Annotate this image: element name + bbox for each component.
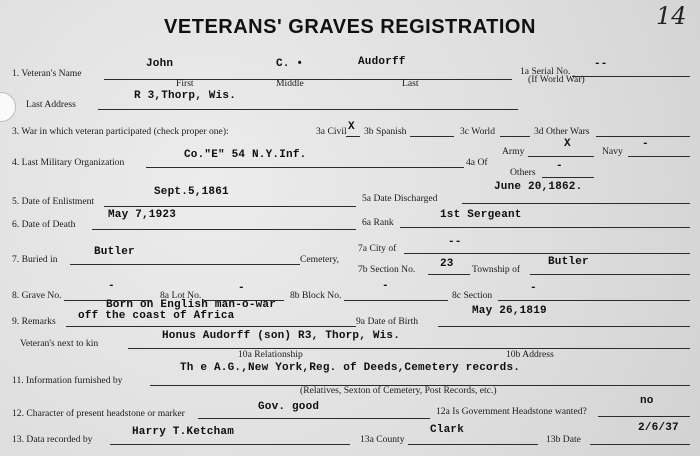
- civil-mark: X: [348, 121, 355, 133]
- punch-hole: [0, 92, 16, 122]
- date-label: 13b Date: [546, 434, 581, 445]
- city-value: --: [448, 236, 462, 248]
- serial-underline: [572, 76, 690, 77]
- discharged-label: 5a Date Discharged: [362, 193, 438, 204]
- county-label: 13a County: [360, 434, 405, 445]
- block-label: 8b Block No.: [290, 290, 342, 301]
- 8c-section-value: -: [530, 282, 537, 294]
- last-address-label: Last Address: [26, 99, 76, 110]
- world-label: 3c World: [460, 126, 496, 137]
- date-value: 2/6/37: [638, 422, 679, 434]
- 8c-section-underline: [498, 300, 690, 301]
- war-label: 3. War in which veteran participated (check proper one):: [12, 126, 229, 137]
- army-mark: X: [564, 138, 571, 150]
- gov-headstone-underline: [598, 416, 690, 417]
- birth-label: 9a Date of Birth: [356, 316, 419, 327]
- recorded-by-label: 13. Data recorded by: [12, 434, 93, 445]
- death-value: May 7,1923: [108, 209, 177, 221]
- information-value: Th e A.G.,New York,Reg. of Deeds,Cemetery records.: [180, 362, 521, 374]
- others-underline: [542, 177, 594, 178]
- township-underline: [530, 274, 690, 275]
- block-value: -: [382, 280, 389, 292]
- county-underline: [408, 444, 538, 445]
- cemetery-label: Cemetery,: [300, 254, 340, 265]
- headstone-value: Gov. good: [258, 401, 320, 413]
- enlistment-underline: [104, 206, 356, 207]
- next-of-kin-underline: [128, 348, 690, 349]
- civil-label: 3a Civil: [316, 126, 347, 137]
- 8c-section-label: 8c Section: [452, 290, 493, 301]
- block-underline: [344, 300, 448, 301]
- birth-underline: [438, 326, 690, 327]
- section-label: 7b Section No.: [358, 264, 416, 275]
- remarks-value-line1: Born on English man-o-war: [106, 299, 277, 311]
- next-of-kin-value: Honus Audorff (son) R3, Thorp, Wis.: [162, 330, 401, 342]
- city-label: 7a City of: [358, 243, 397, 254]
- rank-underline: [400, 227, 690, 228]
- grave-value: -: [108, 280, 115, 292]
- lot-value: -: [238, 282, 245, 294]
- city-underline: [404, 253, 690, 254]
- grave-label: 8. Grave No.: [12, 290, 62, 301]
- address-underline: [98, 109, 518, 110]
- form-title: VETERANS' GRAVES REGISTRATION: [164, 16, 536, 38]
- death-underline: [92, 229, 356, 230]
- remarks-label: 9. Remarks: [12, 316, 56, 327]
- last-name-value: Audorff: [358, 56, 406, 68]
- other-underline: [596, 136, 690, 137]
- page-number: 14: [656, 2, 687, 30]
- navy-underline: [628, 156, 690, 157]
- civil-underline: [346, 136, 360, 137]
- name-underline: [104, 79, 512, 80]
- other-wars-label: 3d Other Wars: [534, 126, 590, 137]
- navy-mark: -: [642, 138, 649, 150]
- section-value: 23: [440, 258, 454, 270]
- last-address-value: R 3,Thorp, Wis.: [134, 90, 237, 102]
- remarks-value-line2: off the coast of Africa: [78, 310, 235, 322]
- township-value: Butler: [548, 256, 589, 268]
- information-note: (Relatives, Sexton of Cemetery, Post Records, etc.): [300, 385, 497, 396]
- enlistment-value: Sept.5,1861: [154, 186, 229, 198]
- discharged-underline: [462, 203, 690, 204]
- middle-sublabel: Middle: [276, 78, 304, 89]
- buried-value: Butler: [94, 246, 135, 258]
- spanish-underline: [410, 136, 454, 137]
- discharged-value: June 20,1862.: [494, 181, 583, 193]
- of-label: 4a Of: [466, 157, 488, 168]
- headstone-underline: [198, 418, 430, 419]
- others-label: Others: [510, 167, 536, 178]
- recorded-by-value: Harry T.Ketcham: [132, 426, 235, 438]
- first-name-value: John: [146, 58, 174, 70]
- navy-label: Navy: [602, 146, 623, 157]
- military-org-label: 4. Last Military Organization: [12, 157, 125, 168]
- veteran-name-label: 1. Veteran's Name: [12, 68, 82, 79]
- address-sublabel: 10b Address: [506, 349, 554, 360]
- next-of-kin-label: Veteran's next to kin: [20, 338, 99, 349]
- recorded-by-underline: [110, 444, 350, 445]
- township-label: Township of: [472, 264, 521, 275]
- army-underline: [528, 156, 594, 157]
- information-label: 11. Information furnished by: [12, 375, 123, 386]
- birth-value: May 26,1819: [472, 305, 547, 317]
- serial-label: 1a Serial No.: [520, 66, 571, 77]
- remarks-underline: [66, 326, 356, 327]
- last-sublabel: Last: [402, 78, 419, 89]
- section-underline: [428, 274, 470, 275]
- date-underline: [590, 444, 690, 445]
- army-label: Army: [502, 146, 525, 157]
- county-value: Clark: [430, 424, 465, 436]
- gov-headstone-label: 12a Is Government Headstone wanted?: [436, 406, 587, 417]
- enlistment-label: 5. Date of Enlistment: [12, 196, 95, 207]
- world-underline: [500, 136, 530, 137]
- middle-name-value: C. •: [276, 58, 304, 70]
- others-mark: -: [556, 160, 563, 172]
- serial-note: (If World War): [528, 74, 585, 85]
- rank-value: 1st Sergeant: [440, 209, 522, 221]
- buried-underline: [70, 264, 300, 265]
- death-label: 6. Date of Death: [12, 219, 76, 230]
- lot-label: 8a Lot No.: [160, 290, 202, 301]
- spanish-label: 3b Spanish: [364, 126, 407, 137]
- gov-headstone-value: no: [640, 395, 654, 407]
- serial-value: --: [594, 58, 608, 70]
- relationship-sublabel: 10a Relationship: [238, 349, 303, 360]
- military-org-underline: [146, 167, 464, 168]
- first-sublabel: First: [176, 78, 194, 89]
- buried-label: 7. Buried in: [12, 254, 58, 265]
- military-org-value: Co."E" 54 N.Y.Inf.: [184, 149, 307, 161]
- headstone-label: 12. Character of present headstone or marker: [12, 408, 185, 419]
- rank-label: 6a Rank: [362, 217, 394, 228]
